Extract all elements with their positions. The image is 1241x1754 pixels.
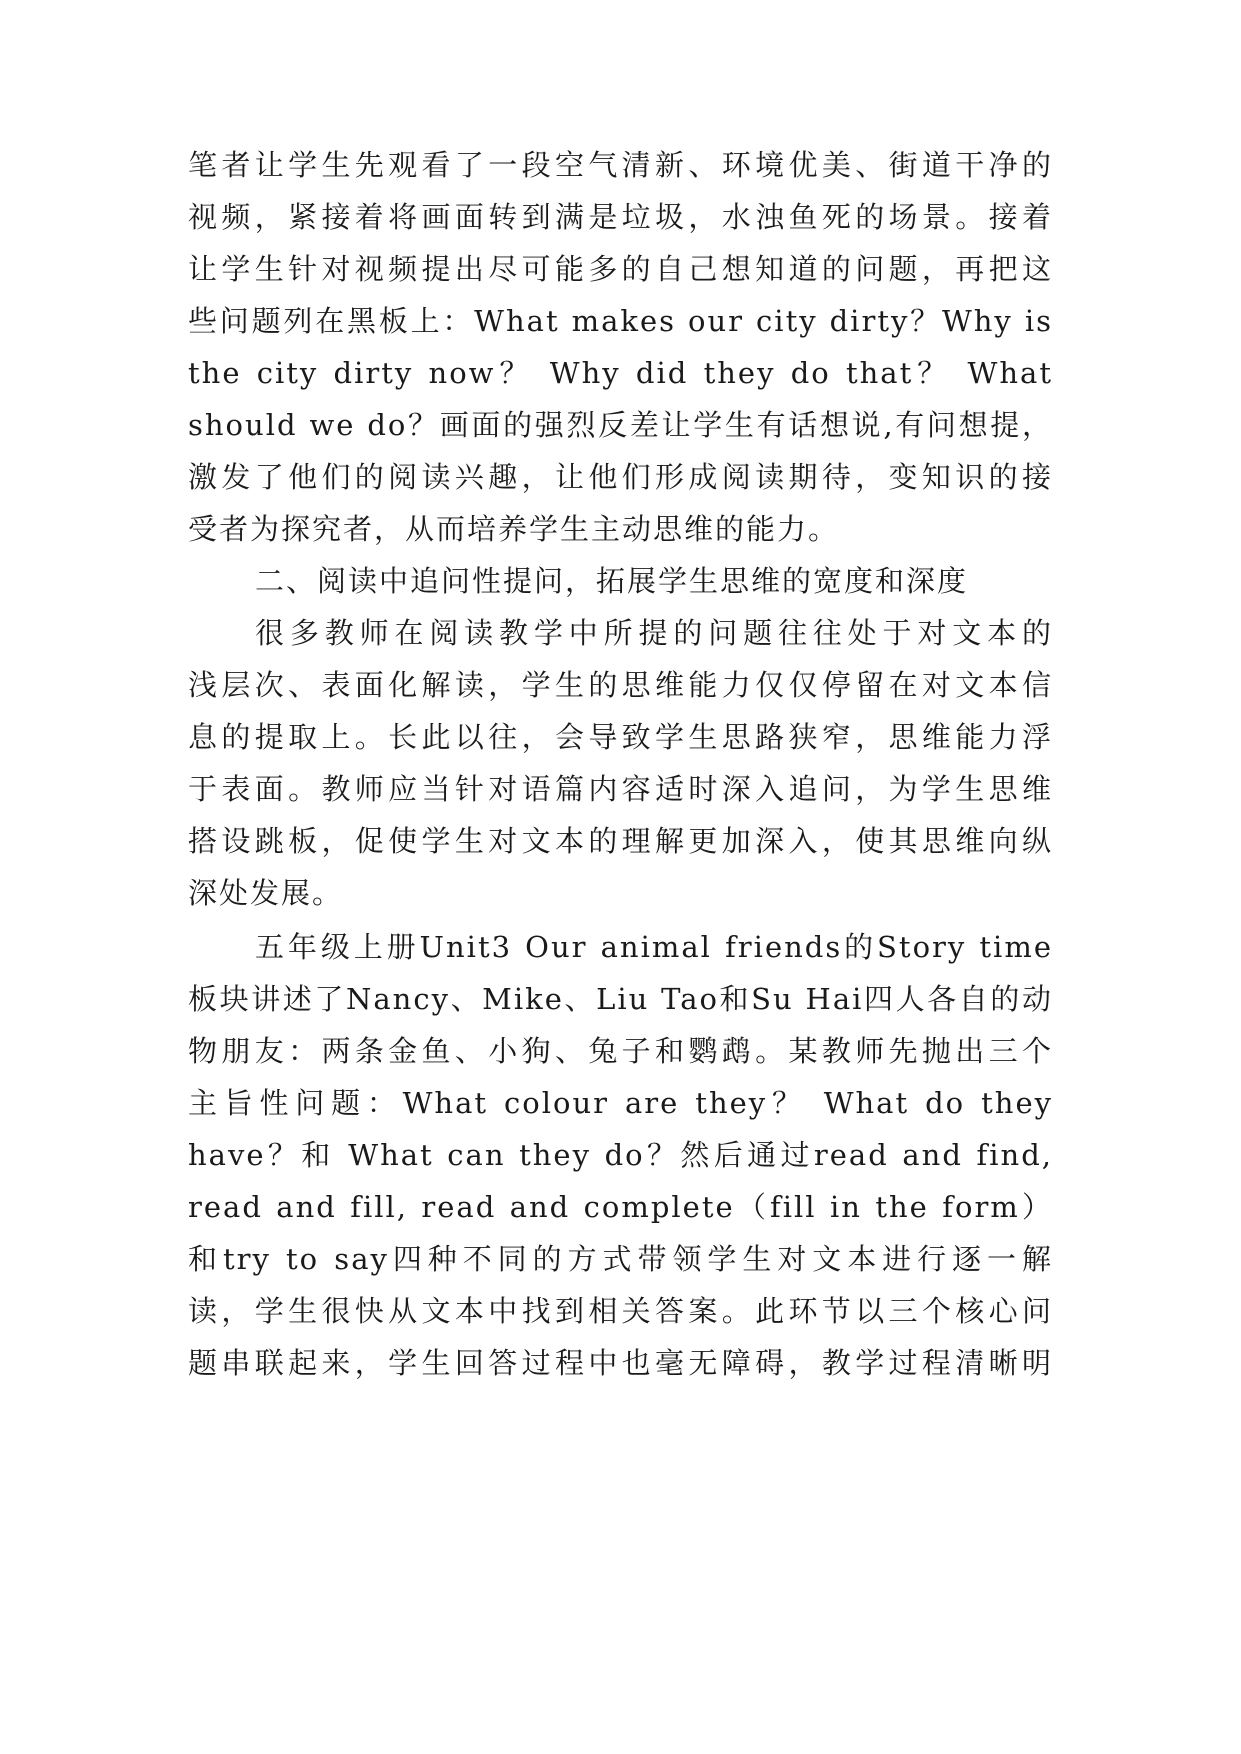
paragraph-line: 些问题列在黑板上：What makes our city dirty？Why is bbox=[188, 304, 1053, 338]
paragraph-line: 受者为探究者，从而培养学生主动思维的能力。 bbox=[188, 512, 840, 546]
paragraph-line: 很多教师在阅读教学中所提的问题往往处于对文本的 bbox=[255, 616, 1053, 650]
paragraph-line: 题串联起来，学生回答过程中也毫无障碍，教学过程清晰明 bbox=[188, 1346, 1053, 1380]
paragraph-line: 视频，紧接着将画面转到满是垃圾，水浊鱼死的场景。接着 bbox=[188, 200, 1053, 234]
paragraph-line: 主旨性问题：What colour are they？ What do they bbox=[188, 1086, 1053, 1120]
paragraph-line: 让学生针对视频提出尽可能多的自己想知道的问题，再把这 bbox=[188, 252, 1053, 286]
paragraph-line: have？和 What can they do？然后通过read and find, bbox=[188, 1138, 1053, 1172]
paragraph-line: 浅层次、表面化解读，学生的思维能力仅仅停留在对文本信 bbox=[188, 668, 1053, 702]
paragraph-line: 激发了他们的阅读兴趣，让他们形成阅读期待，变知识的接 bbox=[188, 460, 1053, 494]
paragraph-line: 笔者让学生先观看了一段空气清新、环境优美、街道干净的 bbox=[188, 148, 1053, 182]
paragraph-line: 搭设跳板，促使学生对文本的理解更加深入，使其思维向纵 bbox=[188, 824, 1053, 858]
paragraph-line: 物朋友：两条金鱼、小狗、兔子和鹦鹉。某教师先抛出三个 bbox=[188, 1034, 1053, 1068]
section-heading: 二、阅读中追问性提问，拓展学生思维的宽度和深度 bbox=[255, 564, 969, 598]
paragraph-line: should we do？画面的强烈反差让学生有话想说,有问想提， bbox=[188, 408, 1053, 442]
paragraph-line: the city dirty now？ Why did they do that？ What bbox=[188, 356, 1053, 390]
paragraph-line: 息的提取上。长此以往，会导致学生思路狭窄，思维能力浮 bbox=[188, 720, 1053, 754]
paragraph-line: 板块讲述了Nancy、Mike、Liu Tao和Su Hai四人各自的动 bbox=[188, 982, 1053, 1016]
paragraph-line: 五年级上册Unit3 Our animal friends的Story time bbox=[255, 930, 1053, 964]
paragraph-line: read and fill, read and complete（fill in the form） bbox=[188, 1190, 1053, 1224]
paragraph-line: 深处发展。 bbox=[188, 876, 344, 910]
paragraph-line: 读，学生很快从文本中找到相关答案。此环节以三个核心问 bbox=[188, 1294, 1053, 1328]
paragraph-line: 于表面。教师应当针对语篇内容适时深入追问，为学生思维 bbox=[188, 772, 1053, 806]
paragraph-line: 和try to say四种不同的方式带领学生对文本进行逐一解 bbox=[188, 1242, 1053, 1276]
